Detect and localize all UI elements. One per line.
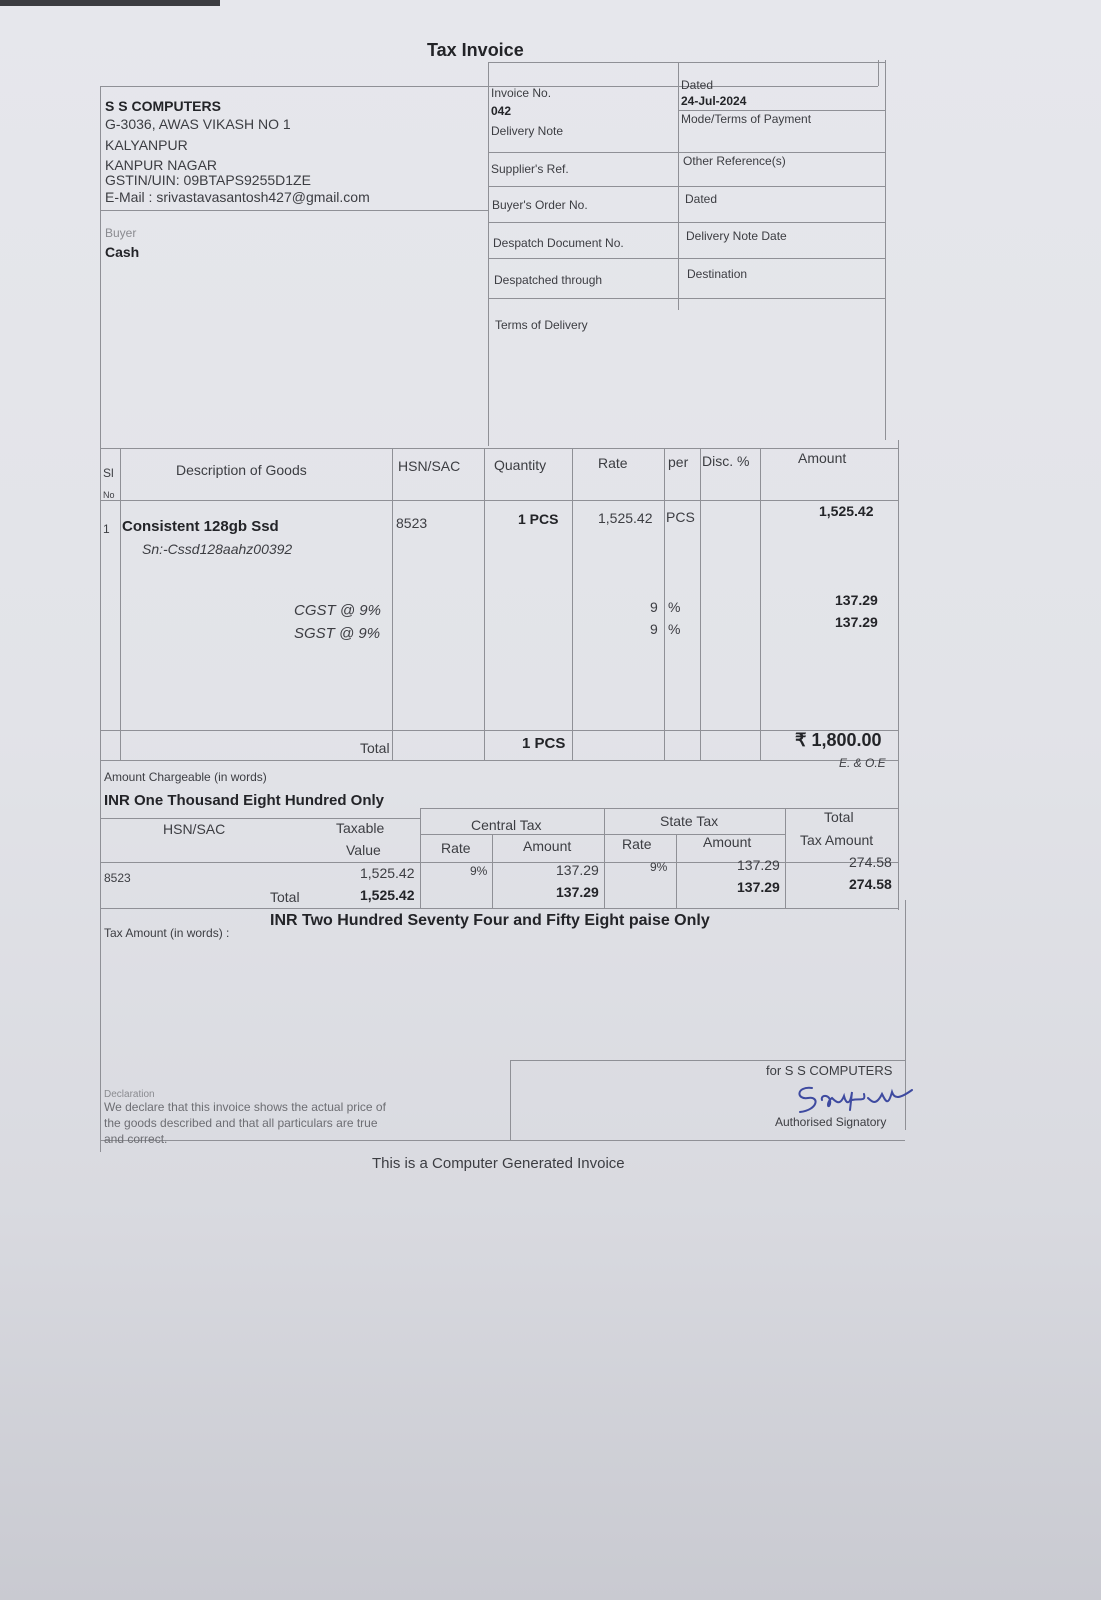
tax-row-c-rate: 9% (470, 864, 488, 878)
tax-row-hsn: 8523 (104, 871, 131, 885)
destination-label: Destination (687, 267, 748, 281)
total-quantity: 1 PCS (522, 735, 566, 752)
dated2-label: Dated (685, 192, 718, 206)
divider (492, 834, 493, 908)
signatory-label: Authorised Signatory (775, 1115, 887, 1129)
cgst-label: CGST @ 9% (294, 602, 381, 619)
tax-row-s-amount: 137.29 (737, 857, 780, 873)
divider (885, 60, 886, 440)
tax-h-state: State Tax (660, 813, 719, 829)
divider (510, 1060, 905, 1061)
dated-label: Dated (681, 78, 714, 92)
seller-name: S S COMPUTERS (105, 98, 221, 114)
tax-total-s-amount: 137.29 (737, 879, 780, 895)
tax-row-c-amount: 137.29 (556, 862, 599, 878)
divider (120, 448, 121, 760)
tax-row-total: 274.58 (849, 854, 892, 870)
declaration-line: We declare that this invoice shows the actual price of (104, 1100, 386, 1114)
divider (420, 808, 421, 908)
divider (100, 818, 420, 819)
tax-h-total: Total (824, 809, 854, 825)
tax-h-tax-amount: Tax Amount (800, 832, 874, 848)
header-no: No (103, 490, 115, 500)
divider (100, 210, 488, 211)
invoice-title: Tax Invoice (427, 40, 524, 60)
header-per: per (668, 454, 689, 470)
seller-address-line: G-3036, AWAS VIKASH NO 1 (105, 116, 291, 132)
item-per: PCS (666, 509, 695, 525)
handwritten-signature (792, 1080, 922, 1118)
divider (488, 258, 885, 259)
invoice-no-label: Invoice No. (491, 86, 552, 100)
tax-h-c-amount: Amount (523, 838, 572, 854)
divider (488, 298, 885, 299)
computer-generated-note: This is a Computer Generated Invoice (372, 1155, 625, 1172)
total-label: Total (360, 740, 390, 756)
divider (488, 62, 885, 63)
tax-words: INR Two Hundred Seventy Four and Fifty Eight paise Only (270, 912, 710, 929)
header-rate: Rate (598, 455, 628, 471)
header-amount: Amount (798, 450, 847, 466)
delivery-note-label: Delivery Note (491, 124, 564, 138)
buyer-label: Buyer (105, 226, 137, 240)
divider (676, 834, 677, 908)
tax-h-s-amount: Amount (703, 834, 752, 850)
item-sl: 1 (103, 522, 110, 536)
cgst-amount: 137.29 (835, 592, 878, 608)
buyer-name: Cash (105, 244, 140, 260)
divider (100, 448, 898, 449)
sgst-rate: 9 (650, 621, 658, 637)
divider (878, 60, 879, 86)
divider (100, 760, 898, 761)
item-rate: 1,525.42 (598, 510, 653, 526)
tax-row-taxable: 1,525.42 (360, 865, 415, 881)
header-sl: Sl (103, 466, 114, 480)
suppliers-ref-label: Supplier's Ref. (491, 162, 569, 176)
tax-total-label: Total (270, 889, 300, 905)
divider (100, 1140, 905, 1141)
divider (100, 86, 878, 87)
despatched-through-label: Despatched through (494, 273, 603, 287)
divider (488, 186, 885, 187)
divider (510, 1060, 511, 1140)
item-serial: Sn:-Cssd128aahz00392 (142, 541, 293, 557)
tax-h-value: Value (346, 842, 381, 858)
seller-address-line: KALYANPUR (105, 137, 188, 153)
divider (392, 448, 393, 760)
tax-total-c-amount: 137.29 (556, 884, 599, 900)
amount-words-label: Amount Chargeable (in words) (104, 770, 267, 784)
tax-h-s-rate: Rate (622, 836, 652, 852)
item-hsn: 8523 (396, 515, 428, 531)
header-description: Description of Goods (176, 462, 307, 478)
sgst-label: SGST @ 9% (294, 625, 381, 642)
divider (100, 730, 898, 731)
declaration-line: and correct. (104, 1132, 168, 1146)
item-name: Consistent 128gb Ssd (122, 518, 279, 535)
invoice-date: 24-Jul-2024 (681, 94, 747, 108)
item-quantity: 1 PCS (518, 511, 559, 527)
divider (488, 152, 885, 153)
amount-words: INR One Thousand Eight Hundred Only (104, 792, 384, 809)
divider (100, 86, 101, 1152)
seller-address-line: KANPUR NAGAR (105, 157, 218, 173)
divider (664, 448, 665, 760)
divider (604, 808, 605, 908)
buyers-order-label: Buyer's Order No. (492, 198, 588, 212)
divider (785, 808, 786, 908)
declaration-line: the goods described and that all particulars are true (104, 1116, 378, 1130)
divider (100, 500, 898, 501)
divider (488, 62, 489, 446)
eoe: E. & O.E (839, 756, 886, 770)
other-refs-label: Other Reference(s) (683, 154, 786, 168)
tax-h-hsn: HSN/SAC (163, 821, 226, 837)
signatory-for: for S S COMPUTERS (766, 1063, 893, 1078)
divider (488, 222, 885, 223)
divider (898, 440, 899, 910)
tax-total-taxable: 1,525.42 (360, 887, 415, 903)
tax-words-label: Tax Amount (in words) : (104, 926, 230, 940)
divider (678, 110, 885, 111)
tax-h-central: Central Tax (471, 817, 542, 833)
divider (760, 448, 761, 760)
header-quantity: Quantity (494, 457, 547, 473)
item-amount: 1,525.42 (819, 503, 874, 519)
divider (484, 448, 485, 760)
seller-gstin: GSTIN/UIN: 09BTAPS9255D1ZE (105, 172, 311, 188)
header-disc: Disc. % (702, 453, 750, 469)
despatch-doc-label: Despatch Document No. (493, 236, 624, 250)
tax-h-c-rate: Rate (441, 840, 471, 856)
tax-total-total: 274.58 (849, 876, 892, 892)
tax-row-s-rate: 9% (650, 860, 668, 874)
cgst-unit: % (668, 599, 681, 615)
header-hsn: HSN/SAC (398, 458, 461, 474)
total-amount: ₹ 1,800.00 (795, 730, 882, 750)
invoice-no: 042 (491, 104, 512, 118)
divider (572, 448, 573, 760)
seller-email: E-Mail : srivastavasantosh427@gmail.com (105, 189, 370, 205)
tax-h-taxable: Taxable (336, 820, 385, 836)
delivery-note-date-label: Delivery Note Date (686, 229, 787, 243)
sgst-unit: % (668, 621, 681, 637)
mode-terms-label: Mode/Terms of Payment (681, 112, 812, 126)
declaration-title: Declaration (104, 1089, 155, 1100)
divider (700, 448, 701, 760)
divider (100, 908, 898, 909)
terms-delivery-label: Terms of Delivery (495, 318, 588, 332)
cgst-rate: 9 (650, 599, 658, 615)
sgst-amount: 137.29 (835, 614, 878, 630)
